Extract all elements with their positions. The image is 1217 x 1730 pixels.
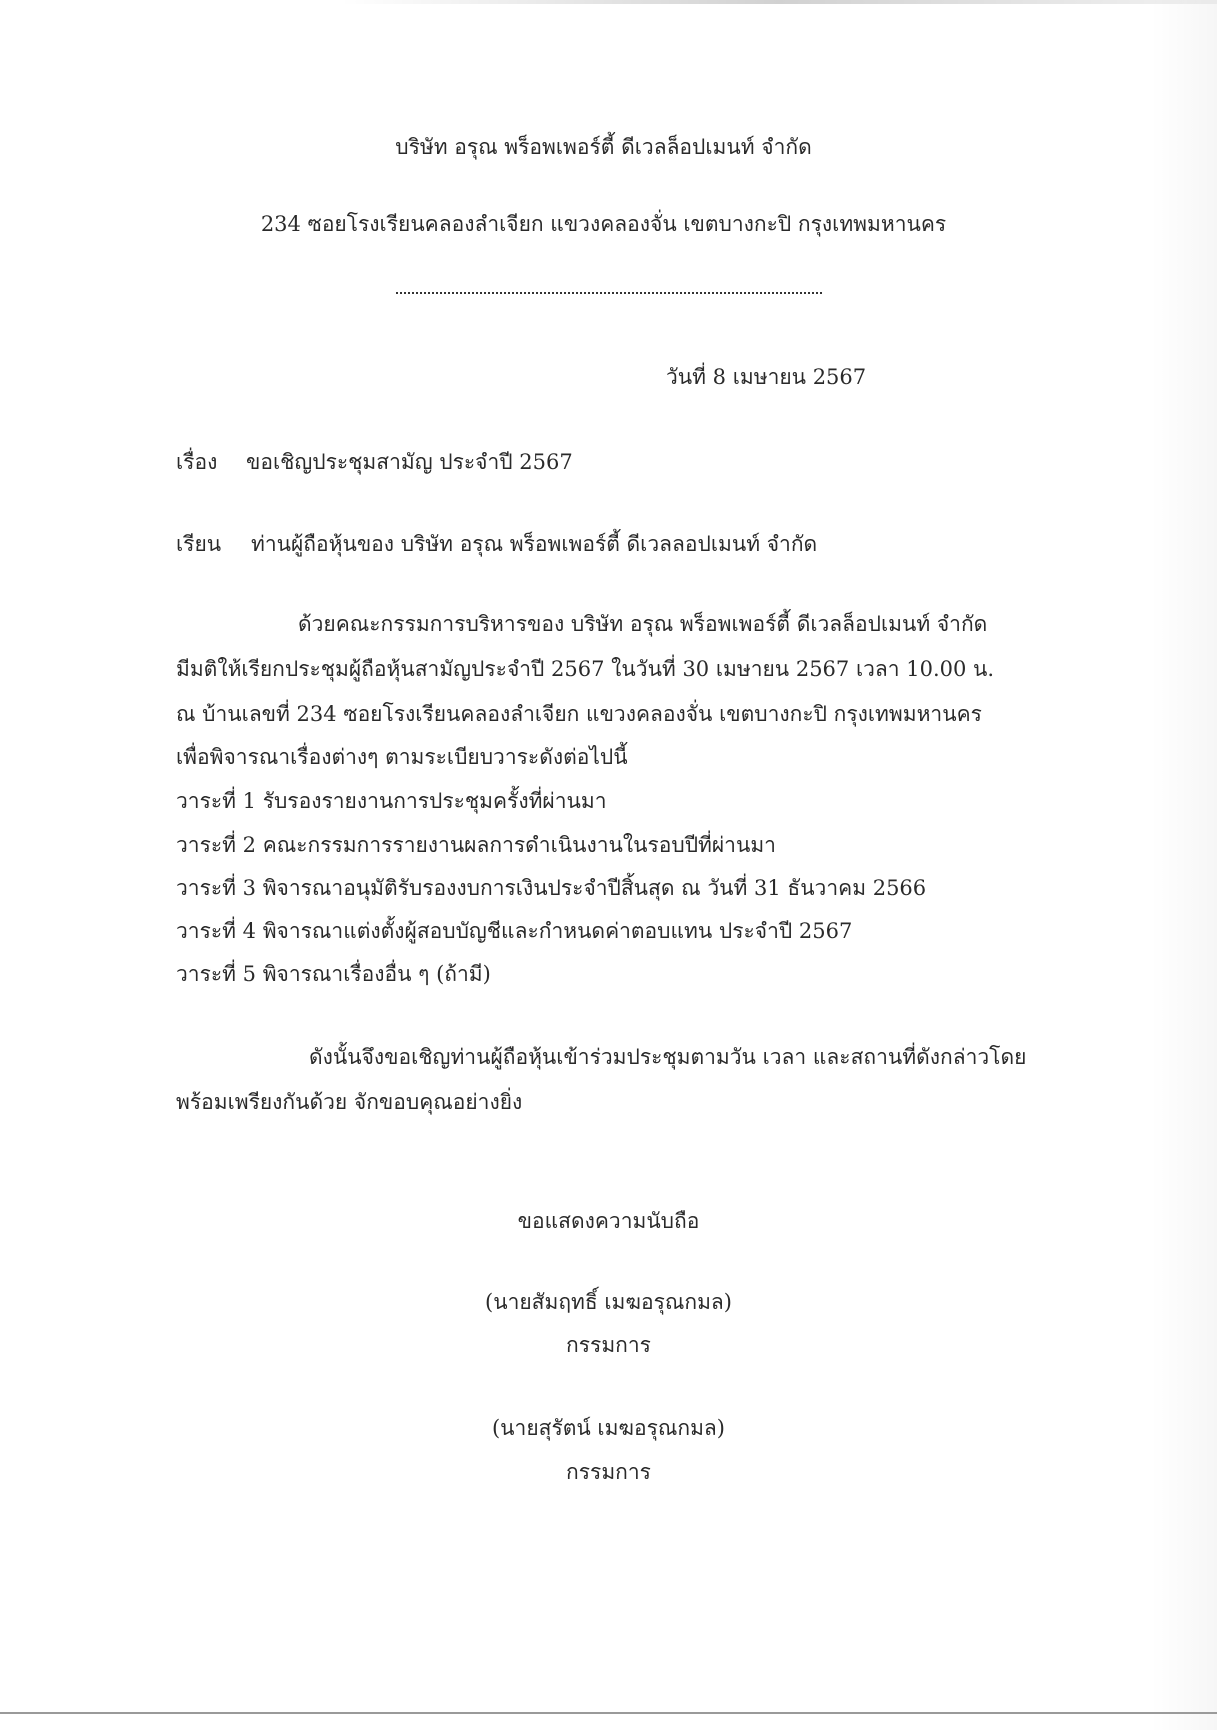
subject-label: เรื่อง	[176, 450, 218, 474]
signatory-name: (นายสัมฤทธิ์ เมฆอรุณกมล)	[485, 1290, 732, 1314]
signatory-title: กรรมการ	[566, 1333, 651, 1357]
subject-text: ขอเชิญประชุมสามัญ ประจำปี 2567	[246, 450, 573, 474]
header-dotted-divider	[396, 292, 822, 296]
body-line: มีมติให้เรียกประชุมผู้ถือหุ้นสามัญประจำปี 2567 ในวันที่ 30 เมษายน 2567 เวลา 10.00 น.	[176, 657, 995, 681]
agenda-item: วาระที่ 2 คณะกรรมการรายงานผลการดำเนินงานในรอบปีที่ผ่านมา	[176, 833, 776, 857]
agenda-item: วาระที่ 3 พิจารณาอนุมัติรับรองงบการเงินประจำปีสิ้นสุด ณ วันที่ 31 ธันวาคม 2566	[176, 876, 927, 900]
recipient-text: ท่านผู้ถือหุ้นของ บริษัท อรุณ พร็อพเพอร์ตี้ ดีเวลลอปเมนท์ จำกัด	[251, 532, 818, 556]
scan-edge-top	[340, 0, 1217, 4]
signatory-title: กรรมการ	[566, 1460, 651, 1484]
closing-line: พร้อมเพรียงกันด้วย จักขอบคุณอย่างยิ่ง	[176, 1090, 523, 1114]
signatory-name: (นายสุรัตน์ เมฆอรุณกมล)	[491, 1416, 725, 1440]
recipient-label: เรียน	[176, 532, 222, 556]
agenda-item: วาระที่ 4 พิจารณาแต่งตั้งผู้สอบบัญชีและกำหนดค่าตอบแทน ประจำปี 2567	[176, 919, 853, 943]
closing-line: ดังนั้นจึงขอเชิญท่านผู้ถือหุ้นเข้าร่วมประชุมตามวัน เวลา และสถานที่ดังกล่าวโดย	[309, 1045, 1027, 1069]
letter-date: วันที่ 8 เมษายน 2567	[666, 365, 867, 389]
agenda-item: วาระที่ 1 รับรองรายงานการประชุมครั้งที่ผ่านมา	[176, 789, 607, 813]
company-address: 234 ซอยโรงเรียนคลองลำเจียก แขวงคลองจั่น เขตบางกะปิ กรุงเทพมหานคร	[260, 212, 947, 236]
scan-edge-bottom	[0, 1712, 1217, 1714]
regards: ขอแสดงความนับถือ	[517, 1209, 700, 1233]
agenda-item: วาระที่ 5 พิจารณาเรื่องอื่น ๆ (ถ้ามี)	[176, 962, 491, 986]
company-name: บริษัท อรุณ พร็อพเพอร์ตี้ ดีเวลล็อปเมนท์ จำกัด	[395, 135, 812, 159]
body-line: ด้วยคณะกรรมการบริหารของ บริษัท อรุณ พร็อพเพอร์ตี้ ดีเวลล็อปเมนท์ จำกัด	[298, 612, 988, 636]
body-line: ณ บ้านเลขที่ 234 ซอยโรงเรียนคลองลำเจียก แขวงคลองจั่น เขตบางกะปิ กรุงเทพมหานคร	[176, 702, 982, 726]
body-line: เพื่อพิจารณาเรื่องต่างๆ ตามระเบียบวาระดังต่อไปนี้	[176, 745, 628, 769]
